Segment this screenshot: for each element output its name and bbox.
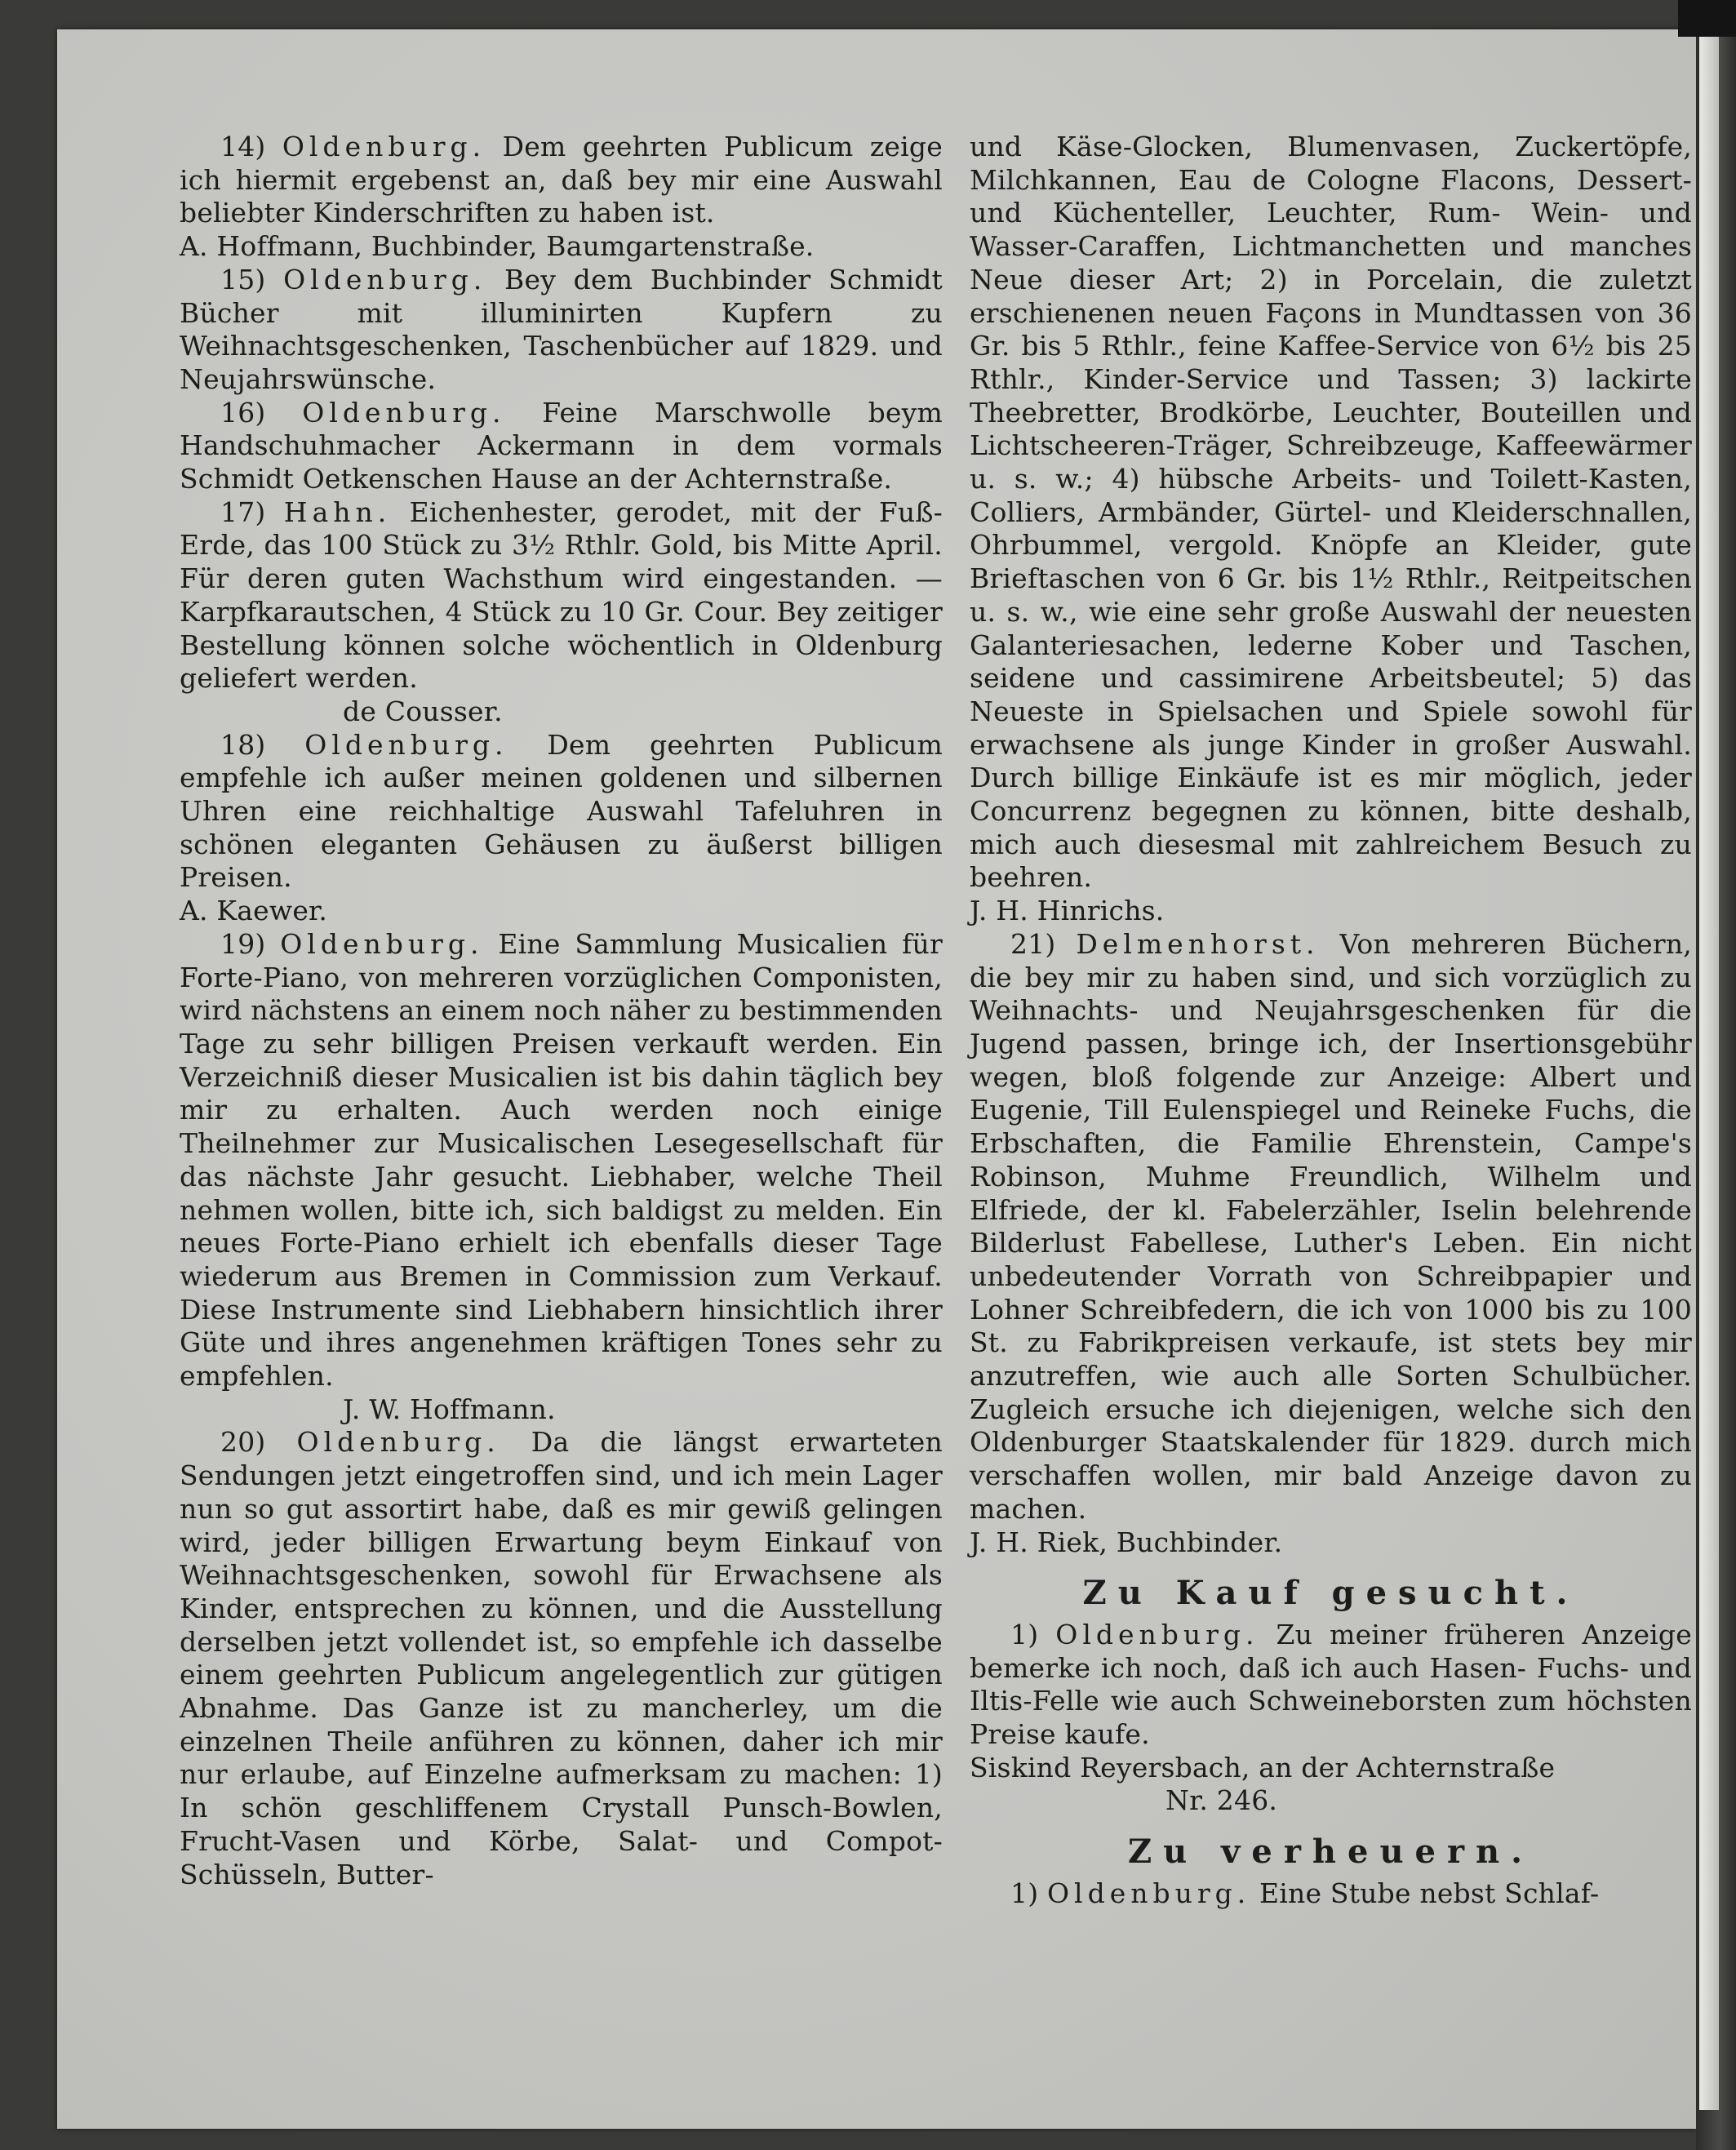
advert-20-continuation	[970, 131, 1692, 928]
advert-19	[180, 928, 943, 1427]
advert-place: Hahn.	[283, 495, 392, 528]
advert-number: 19)	[220, 927, 266, 960]
advert-number: 20)	[220, 1426, 266, 1459]
advert-text: und Käse-Glocken, Blumenvasen, Zuckertöpfe, Milchkannen, Eau de Cologne Flacons, Dessert- und Küchenteller, Leuchter, Rum- Wein- und Wasser-Caraffen, Lichtmanchetten und manches Neue dieser Art; 2) in Porcelain, die zuletzt erschienenen neuen Façons in Mundtassen von 36 Gr. bis 5 Rthlr., feine Kaffee-Service von 6½ bis 25 Rthlr., Kinder-Service und Tassen; 3) lackirte Theebretter, Brodkörbe, Leuchter, Bouteillen und Lichtscheeren-Träger, Schreibzeuge, Kaffeewärmer u. s. w.; 4) hübsche Arbeits- und Toilett-Kasten, Colliers, Armbänder, Gürtel- und Kleiderschnallen, Ohrbummel, vergold. Knöpfe an Kleider, gute Brieftaschen von 6 Gr. bis 1½ Rthlr., Reitpeitschen u. s. w., wie eine sehr große Auswahl der neuesten Galanteriesachen, lederne Kober und Taschen, seidene und cassimirene Arbeitsbeutel; 5) das Neueste in Spielsachen und Spiele sowohl für erwachsene als junge Kinder in großer Auswahl. Durch billige Einkäufe ist es mir möglich, jeder Concurrenz begegnen zu können, bitte deshalb, mich auch diesesmal mit zahlreichem Besuch zu beehren.	[970, 131, 1692, 894]
advert-text: Eine Stube nebst Schlaf-	[1259, 1877, 1600, 1909]
advert-place: Oldenburg.	[280, 927, 484, 960]
advert-14	[180, 131, 943, 264]
advert-text: Von mehreren Büchern, die bey mir zu haben sind, und sich vorzüglich zu Weihnachts- und Neujahrsgeschenken für die Jugend passen, bringe ich, der Insertionsgebühr wegen, bloß folgende zur Anzeige: Albert und Eugenie, Till Eulenspiegel und Reineke Fuchs, die Erbschaften, die Familie Ehrenstein, Campe's Robinson, Muhme Freundlich, Wilhelm und Elfriede, der kl. Fabelerzähler, Iselin belehrende Bilderlust Fabellese, Luther's Leben. Ein nicht unbedeutender Vorrath von Schreibpapier und Lohner Schreibfedern, die ich von 1000 bis zu 100 St. zu Fabrikpreisen verkaufe, ist stets bey mir anzutreffen, wie auch alle Sorten Schulbücher. Zugleich ersuche ich diejenigen, welche sich den Oldenburger Staatskalender für 1829. durch mich verschaffen wollen, mir bald Anzeige davon zu machen.	[970, 927, 1692, 1525]
advert-text: Bey dem Buchbinder Schmidt Bücher mit illuminirten Kupfern zu Weihnachtsgeschenken, Taschenbücher auf 1829. und Neujahrswünsche.	[180, 263, 943, 395]
advert-text: Dem geehrten Publicum empfehle ich außer meinen goldenen und silbernen Uhren eine reichhaltige Auswahl Tafeluhren in schönen eleganten Gehäusen zu äußerst billigen Preisen.	[180, 728, 943, 894]
scan-edge-card	[1699, 37, 1719, 2110]
advert-place: Oldenburg.	[283, 263, 487, 295]
verheuern-advert-1	[970, 1877, 1692, 1911]
advert-16	[180, 397, 943, 496]
advert-place: Oldenburg.	[296, 1426, 500, 1459]
advert-text: Dem geehrten Publicum zeige ich hiermit ergebenst an, daß bey mir eine Auswahl beliebter Kinderschriften zu haben ist.	[180, 131, 943, 229]
advert-18	[180, 729, 943, 928]
advert-signature: J. W. Hoffmann.	[343, 1393, 556, 1425]
advert-place: Oldenburg.	[282, 131, 486, 162]
advert-place: Oldenburg.	[1055, 1618, 1259, 1650]
advert-text: Da die längst erwarteten Sendungen jetzt eingetroffen sind, und ich mein Lager nun so gut assortirt habe, daß es mir gewiß gelingen wird, jeder billigen Erwartung beym Einkauf von Weihnachtsgeschenken, sowohl für Erwachsene als Kinder, entsprechen zu können, und die Ausstellung derselben jetzt vollendet ist, so empfehle ich dasselbe einem geehrten Publicum angelegentlich zur gütigen Abnahme. Das Ganze ist zu mancherley, um die einzelnen Theile anführen zu können, daher ich mir nur erlaube, auf Einzelne aufmerksam zu machen: 1) In schön geschliffenem Crystall Punsch-Bowlen, Frucht-Vasen und Körbe, Salat- und Compot-Schüsseln, Butter-	[180, 1426, 943, 1890]
advert-number: 14)	[220, 131, 266, 162]
advert-17	[180, 496, 943, 729]
advert-number: 16)	[220, 396, 266, 429]
section-heading-zu-kauf-gesucht: Zu Kauf gesucht.	[1082, 1574, 1579, 1613]
scan-corner-bar	[1678, 0, 1736, 37]
section-heading-zu-verheuern: Zu verheuern.	[1127, 1832, 1534, 1872]
advert-20	[180, 1426, 943, 1891]
right-column	[970, 131, 1692, 1911]
advert-number: 15)	[220, 263, 266, 295]
advert-signature: J. H. Riek, Buchbinder.	[970, 1526, 1283, 1558]
kauf-advert-1	[970, 1619, 1692, 1818]
advert-number: 1)	[1010, 1877, 1039, 1909]
advert-text: Eichenhester, gerodet, mit der Fuß-Erde, das 100 Stück zu 3½ Rthlr. Gold, bis Mitte April. Für deren guten Wachsthum wird eingestanden. — Karpfkarautschen, 4 Stück zu 10 Gr. Cour. Bey zeitiger Bestellung können solche wöchentlich in Oldenburg geliefert werden.	[180, 495, 943, 695]
advert-number: 18)	[220, 728, 266, 761]
left-column	[180, 131, 943, 1891]
advert-text: Zu meiner früheren Anzeige bemerke ich noch, daß ich auch Hasen- Fuchs- und Iltis-Felle wie auch Schweineborsten zum höchsten Preise kaufe.	[970, 1618, 1692, 1751]
advert-signature: A. Hoffmann, Buchbinder, Baumgartenstraße.	[180, 230, 815, 263]
advert-number: 1)	[1010, 1618, 1039, 1650]
advert-place: Oldenburg.	[1046, 1877, 1251, 1909]
advert-signature: A. Kaewer.	[180, 895, 328, 927]
advert-place: Delmenhorst.	[1076, 927, 1320, 960]
advert-number: 21)	[1010, 927, 1056, 960]
advert-place: Oldenburg.	[302, 396, 506, 429]
advert-place: Oldenburg.	[304, 728, 508, 761]
advert-15	[180, 264, 943, 397]
advert-signature-address: Nr. 246.	[1165, 1784, 1278, 1817]
advert-signature: de Cousser.	[343, 695, 503, 727]
advert-signature: Siskind Reyersbach, an der Achternstraße	[970, 1751, 1556, 1784]
advert-text: Eine Sammlung Musicalien für Forte-Piano, von mehreren vorzüglichen Componisten, wird nächstens an einem noch näher zu bestimmenden Tage zu sehr billigen Preisen verkauft werden. Ein Verzeichniß dieser Musicalien ist bis dahin täglich bey mir zu erhalten. Auch werden noch einige Theilnehmer zur Musicalischen Lesegesellschaft für das nächste Jahr gesucht. Liebhaber, welche Theil nehmen wollen, bitte ich, sich baldigst zu melden. Ein neues Forte-Piano erhielt ich ebenfalls dieser Tage wiederum aus Bremen in Commission zum Verkauf. Diese Instrumente sind Liebhabern hinsichtlich ihrer Güte und ihres angenehmen kräftigen Tones sehr zu empfehlen.	[180, 927, 943, 1393]
advert-text: Feine Marschwolle beym Handschuhmacher Ackermann in dem vormals Schmidt Oetkenschen Hause an der Achternstraße.	[180, 396, 943, 495]
advert-signature: J. H. Hinrichs.	[970, 895, 1165, 927]
advert-number: 17)	[220, 495, 266, 528]
advert-21	[970, 928, 1692, 1559]
